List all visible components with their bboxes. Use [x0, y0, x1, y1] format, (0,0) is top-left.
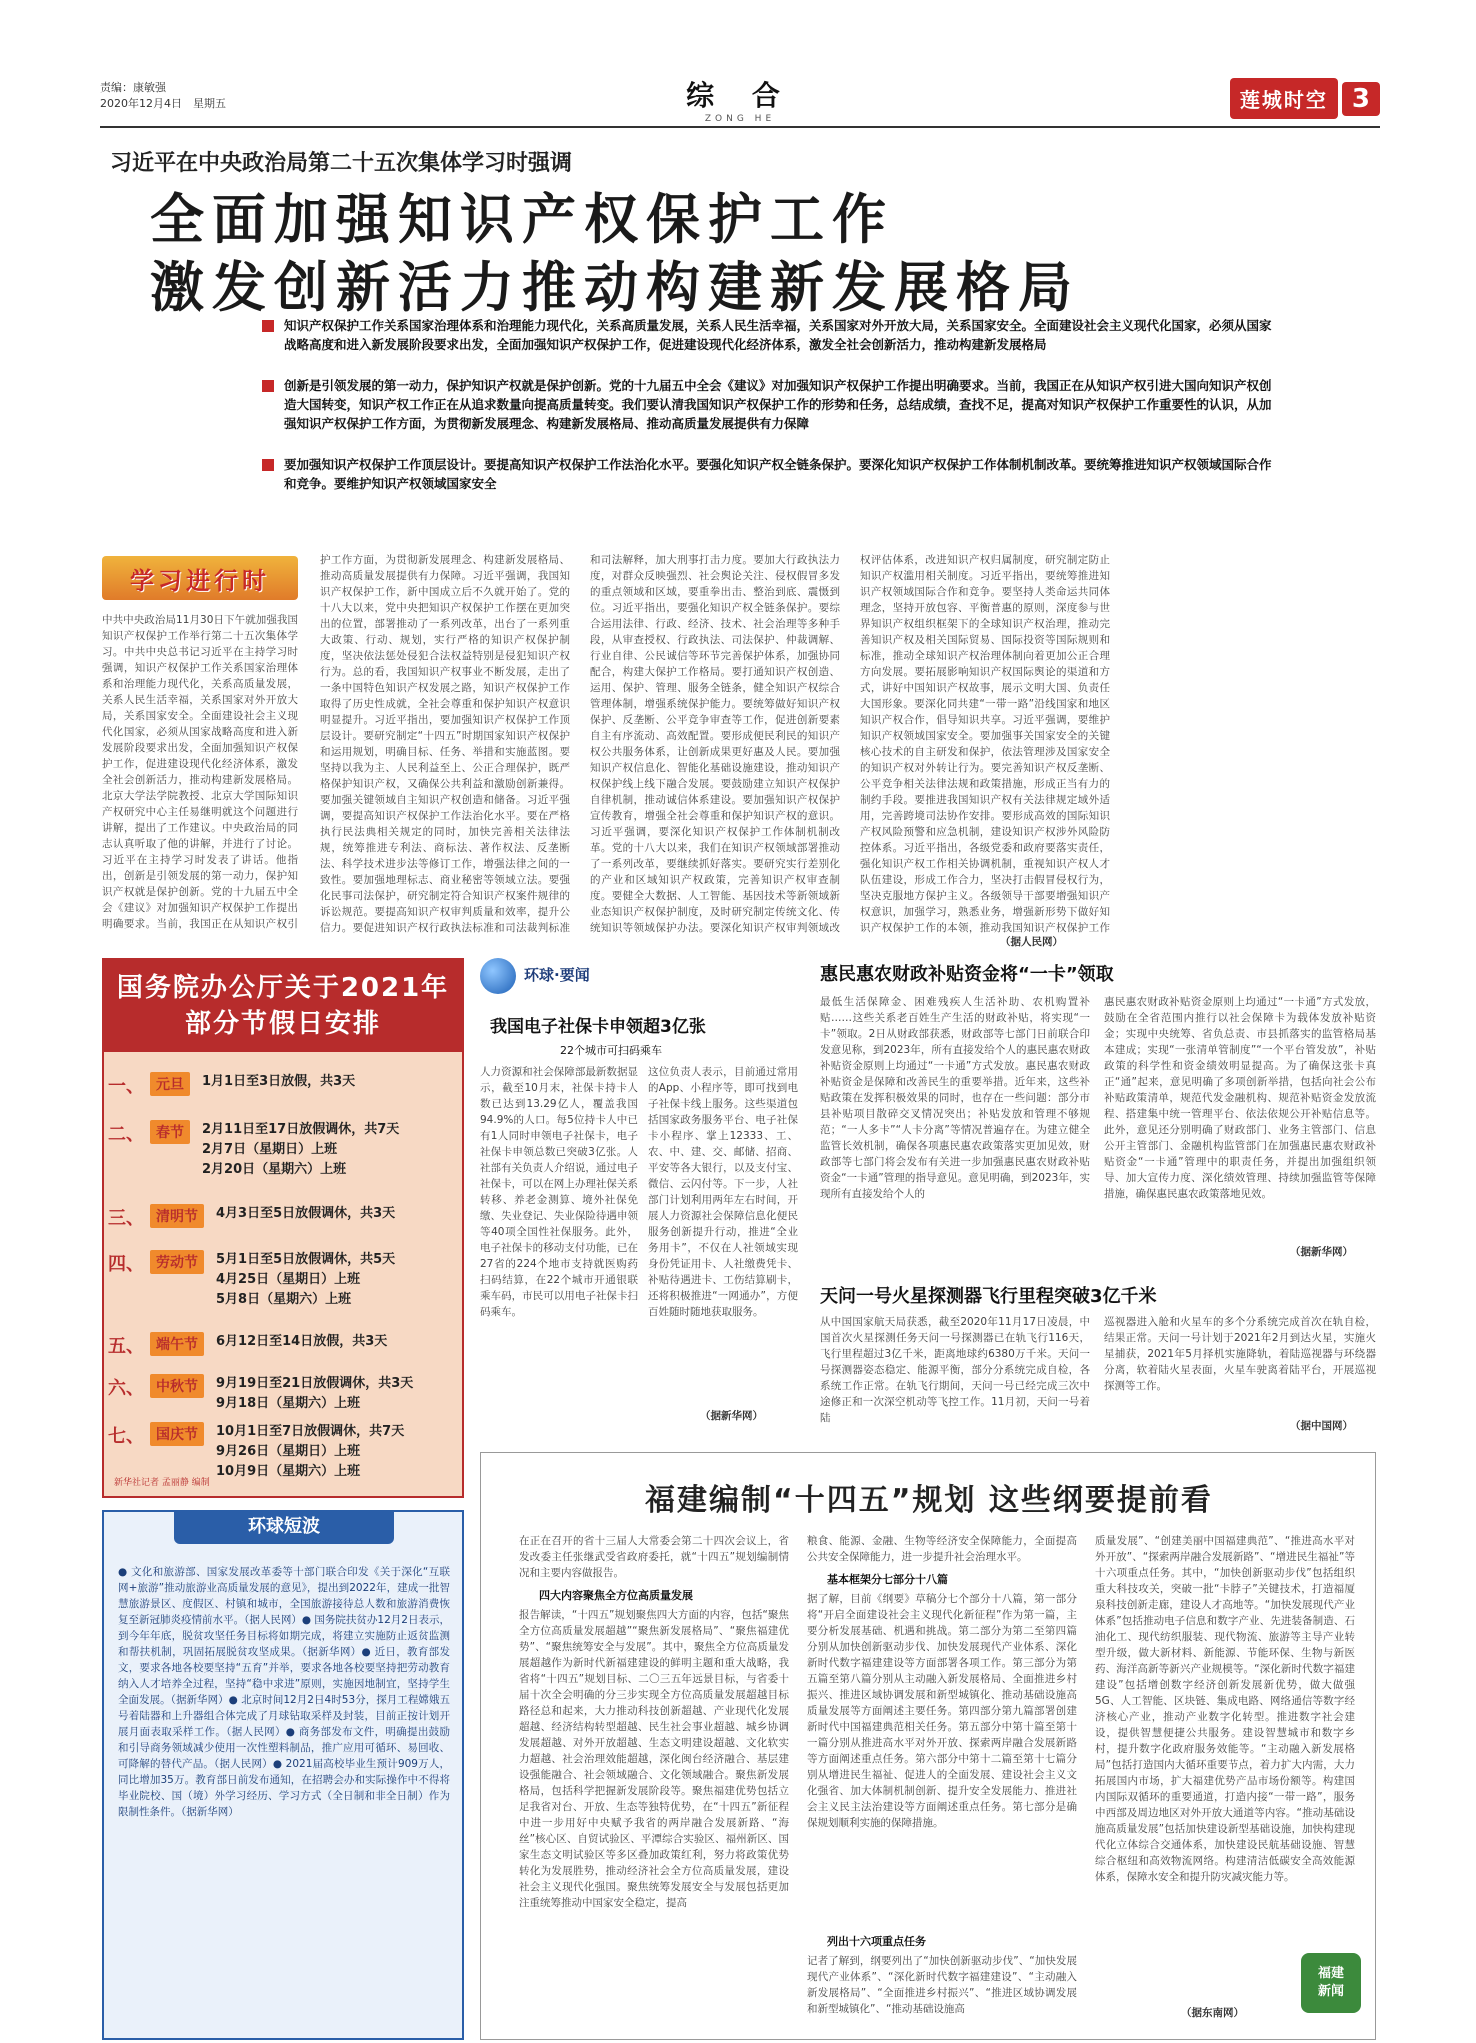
holiday-title-line-2: 部分节假日安排: [184, 1009, 381, 1039]
fujian-subhead-2: 基本框架分七部分十八篇: [827, 1573, 948, 1586]
lead-body-col-4: 权评估体系，改进知识产权归属制度，研究制定防止知识产权滥用相关制度。习近平指出，要统筹推进知识产权领域国际合作和竞争。要坚持人类命运共同体理念，坚持开放包容、平衡普惠的原则，深度参与世界知识产权组织框架下的全球知识产权治理，推动完善知识产权及相关国际贸易、国际投资等国际规则和标准，推动全球知识产权治理体制向着更加公正合理方向发展。要拓展影响知识产权国际舆论的渠道和方式，讲好中国知识产权故事，展示文明大国、负责任大国形象。要深化同共建“一带一路”沿线国家和地区知识产权合作，倡导知识共享。习近平强调，要维护知识产权领域国家安全。要加强事关国家安全的关键核心技术的自主研发和保护，依法管理涉及国家安全的知识产权对外转让行为。要完善知识产权反垄断、公平竞争相关法律法规和政策措施，形成正当有力的制约手段。要推进我国知识产权有关法律规定域外适用，完善跨境司法协作安排。要形成高效的国际知识产权风险预警和应急机制，建设知识产权涉外风险防控体系。习近平指出，各级党委和政府要落实责任，强化知识产权工作相关协调机制，重视知识产权人才队伍建设，形成工作合力，坚决打击假冒侵权行为，坚决克服地方保护主义。各级领导干部要增强知识产权意识，加强学习，熟悉业务，增强新形势下做好知识产权保护工作的本领，推动我国知识产权保护工作: [860, 554, 1110, 934]
holiday-desc-line: 5月1日至5日放假调休，共5天: [216, 1252, 396, 1267]
holiday-desc-line: 5月8日（星期六）上班: [216, 1292, 352, 1307]
fujian-col-3: 质量发展”、“创建美丽中国福建典范”、“推进高水平对外开放”、“探索两岸融合发展新路”、“增进民生福祉”等十六项重点任务。其中，“加快创新驱动步伐”包括组织重大科技攻关，突破一批“卡脖子”关键技术，打造福厦泉科技创新走廊，建设人才高地等。“加快发展现代产业体系”包括推动电子信息和数字产业、先进装备制造、石油化工、现代纺织服装、现代物流、旅游等主导产业转型升级，做大新材料、新能源、节能环保、生物与新医药、海洋高新等新兴产业规模等。“深化新时代数字福建建设”包括增创数字经济创新发展新优势，做大做强5G、人工智能、区块链、集成电路、网络通信等数字经济核心产业，推动产业数字化转型。推进数字社会建设，提供智慧便捷公共服务。建设智慧城市和数字乡村，提升数字化政府服务效能等。“主动融入新发展格局”包括打造国内大循环重要节点，着力扩大内需，大力拓展国内市场，扩大福建优势产品市场份额等。构建国内国际双循环的重要通道，打造内接“一带一路”，服务中西部及周边地区对外开放大通道等内容。“推动基础设施高质量发展”包括加快建设新型基础设施，加快构建现代化立体综合交通体系，加快建设民航基础设施、智慧综合枢纽和高效物流网络。构建清洁低碳安全高效能源体系，保障水安全和提升防灾减灾能力等。: [1095, 1535, 1355, 1883]
holiday-number: 六、: [108, 1378, 144, 1399]
fujian-col-1: 报告解读，“十四五”规划聚焦四大方面的内容，包括“聚焦全方位高质量发展超越”“聚焦新发展格局”、“聚焦福建优势”、“聚焦统筹安全与发展”。其中，聚焦全方位高质量发展超越作为新时代新福建建设的鲜明主题和重大战略，我省将“十四五”规划目标、二〇三五年远景目标，与省委十届十次全会明确的分三步实现全方位高质量发展超越目标路径总和起来，大力推动科技创新超越、产业现代化发展超越、经济结构转型超越、民生社会事业超越、城乡协调发展超越、对外开放超越、生态文明建设超越、文化软实力超越、社会治理效能超越，深化闽台经济融合、基层建设强能融合、社会领域融合、文化领域融合。聚焦新发展格局，包括科学把握新发展阶段等。聚焦福建优势包括立足我省对台、开放、生态等独特优势，在“十四五”新征程中进一步用好中央赋予我省的两岸融合发展新路、“海丝”核心区、自贸试验区、平潭综合实验区、福州新区、国家生态文明试验区等多区叠加政策红利，努力将政策优势转化为发展胜势，推动经济社会全方位高质量发展，建设社会主义现代化强国。聚焦统筹发展安全与发展包括更加注重统筹推动中国家安全稳定，提高: [519, 1609, 789, 1909]
holiday-row: [104, 1422, 462, 1482]
lead-kicker: 习近平在中央政治局第二十五次集体学习时强调: [110, 151, 573, 176]
holiday-desc: [202, 1072, 355, 1098]
headline-line-2: 激发创新活力推动构建新发展格局: [150, 256, 1080, 319]
holiday-number: 一、: [108, 1076, 144, 1097]
holiday-number: 二、: [108, 1124, 144, 1145]
holiday-desc: [216, 1204, 395, 1230]
holiday-desc-line: 9月18日（星期六）上班: [216, 1396, 361, 1411]
holiday-name: 春节: [150, 1120, 190, 1144]
holiday-name: 清明节: [150, 1204, 204, 1228]
holiday-desc-line: 4月25日（星期日）上班: [216, 1272, 361, 1287]
lead-body-col-1: 中共中央政治局11月30日下午就加强我国知识产权保护工作举行第二十五次集体学习。中共中央总书记习近平在主持学习时强调，知识产权保护工作关系国家治理体系和治理能力现代化，关系高质量发展，关系人民生活幸福，关系国家对外开放大局，关系国家安全。全面建设社会主义现代化国家，必须从国家战略高度和进入新发展阶段要求出发，全面加强知识产权保护工作，促进建设现代化经济体系，激发全社会创新活力，推动构建新发展格局。北京大学法学院教授、北京大学国际知识产权研究中心主任易继明就这个问题进行讲解，提出了工作建议。中央政治局的同志认真听取了他的讲解，并进行了讨论。习近平在主持学习时发表了讲话。他指出，创新是引领发展的第一动力，保护知识产权就是保护创新。党的十九届五中全会《建议》对加强知识产权保护工作提出明确要求。当前，我国正在从知识产权引: [102, 614, 298, 930]
holiday-number: 七、: [108, 1426, 144, 1447]
section-name: [660, 74, 820, 124]
holiday-desc-line: 9月19日至21日放假调休，共3天: [216, 1376, 414, 1391]
tianwen-col-2: 巡视器进入舱和火星车的多个分系统完成首次在轨自检，结果正常。天问一号计划于2021年2月到达火星，实施火星捕获，2021年5月择机实施降轨，着陆巡视器与环绕器分离，软着陆火星表面，火星车驶离着陆平台，开展巡视探测等工作。: [1104, 1316, 1376, 1392]
global-news-tag: 环球·要闻: [524, 966, 590, 984]
fujian-title: 福建编制“十四五”规划 这些纲要提前看: [645, 1483, 1213, 1518]
fujian-col-2-body: 据了解，目前《纲要》草稿分七个部分十八篇，第一部分将“开启全面建设社会主义现代化新征程”作为第一篇，主要分析发展基础、机遇和挑战。第二部分为第二至第四篇分别从加快创新驱动步伐、加快发展现代产业体系、深化新时代数字福建建设等方面部署各项工作。第三部分为第五篇至第八篇分别从主动融入新发展格局、全面推进乡村振兴、推进区域协调发展和新型城镇化、推动基础设施高质量发展等方面阐述主要任务。第四部分第九篇部署创建新时代中国福建典范相关任务。第五部分中第十篇至第十一篇分别从推进高水平对外开放、探索两岸融合发展新路等方面阐述重点任务。第六部分中第十二篇至第十七篇分别从增进民生福祉、促进人的全面发展、建设社会主义文化强省、加大体制机制创新、提升安全发展能力、推进社会主义民主法治建设等方面阐述重点任务。第七部分是确保规划顺利实施的保障措施。: [807, 1593, 1077, 1829]
holiday-desc: [202, 1120, 399, 1180]
subsidy-source: （据新华网）: [1290, 1246, 1353, 1258]
fujian-article: [480, 1452, 1376, 2040]
brand-logo: 莲城时空: [1230, 78, 1338, 119]
social-card-subtitle: 22个城市可扫码乘车: [560, 1044, 662, 1057]
briefs-text: ● 文化和旅游部、国家发展改革委等十部门联合印发《关于深化“互联网+旅游”推动旅游业高质量发展的意见》，提出到2022年，建成一批智慧旅游景区、度假区、村镇和城市，全国旅游接待总人数和旅游消费恢复至新冠肺炎疫情前水平。（据人民网）● 国务院扶贫办12月2日表示，到今年年底，脱贫攻坚任务目标将如期完成，将建立实施防止返贫监测和帮扶机制，巩固拓展脱贫攻坚成果。（据新华网）● 近日，教育部发文，要求各地各校要坚持“五育”并举，要求各地各校要坚持把劳动教育纳入人才培养全过程，坚持“稳中求进”原则，实施因地制宜，坚持学生全面发展。（据新华网）● 北京时间12月2日4时53分，探月工程嫦娥五号着陆器和上升器组合体完成了月球钻取采样及封装，目前正按计划开展月面表取采样工作。（据人民网）● 商务部发布文件，明确提出鼓励和引导商务领域减少使用一次性塑料制品，推广应用可循环、易回收、可降解的替代产品。（据人民网）● 2021届高校毕业生预计909万人，同比增加35万。教育部日前发布通知，在招聘会办和实际操作中不得将毕业院校、国（境）外学习经历、学习方式（全日制和非全日制）作为限制性条件。（据新华网）: [118, 1566, 450, 1818]
masthead-meta: [100, 80, 226, 112]
subsidy-col-1: 最低生活保障金、困难残疾人生活补助、农机购置补贴……这些关系老百姓生产生活的财政补贴，将实现“一卡”领取。2日从财政部获悉，财政部等七部门日前联合印发意见称，到2023年，所有直接发给个人的惠民惠农财政补贴资金原则上均通过“一卡通”方式发放。惠民惠农财政补贴资金是保障和改善民生的重要举措。近年来，这些补贴政策在发挥积极效果的同时，也存在一些问题：部分市县补贴项目散碎交叉情况突出；补贴发放和管理不够规范；“一人多卡”“人卡分离”等情况普遍存在。为建立健全监管长效机制，确保各项惠民惠农政策落实更加见效，财政部等七部门将会发布有关进一步加强惠民惠农财政补贴资金“一卡通”管理的指导意见。意见明确，到2023年，实现所有直接发给个人的: [820, 996, 1090, 1200]
holiday-name: 国庆节: [150, 1422, 204, 1446]
study-banner: [102, 556, 298, 600]
fujian-col-2-tail: 记者了解到，纲要列出了“加快创新驱动步伐”、“加快发展现代产业体系”、“深化新时代数字福建建设”、“主动融入新发展格局”、“全面推进乡村振兴”、“推进区域协调发展和新型城镇化”、“推动基础设施高: [807, 1955, 1077, 2015]
subsidy-col-2: 惠民惠农财政补贴资金原则上均通过“一卡通”方式发放，鼓励在全省范围内推行以社会保障卡为载体发放补贴资金；实现中央统筹、省负总责、市县抓落实的监管格局基本建成；实现“一张清单管制度”“一个平台管发放”，补贴政策的科学性和资金绩效明显提高。为了确保这张卡真正“通”起来，意见明确了多项创新举措，包括向社会公布补贴政策清单，规范代发金融机构、规范补贴资金发放流程、搭建集中统一管理平台、依法依规公开补贴信息等。此外，意见还分别明确了财政部门、业务主管部门、信息公开主管部门、金融机构监管部门在加强惠民惠农财政补贴资金“一卡通”管理中的职责任务，并提出加强组织领导、加大宣传力度、深化绩效管理、持续加强监管等保障措施，确保惠民惠农政策落地见效。: [1104, 996, 1376, 1200]
section-name-pinyin: ZONG HE: [704, 114, 776, 124]
holiday-row: [104, 1332, 462, 1358]
holiday-name: 端午节: [150, 1332, 204, 1356]
social-card-source: （据新华网）: [700, 1410, 763, 1422]
holiday-desc-line: 10月9日（星期六）上班: [216, 1464, 361, 1479]
lead-summary: [262, 316, 1272, 515]
holiday-desc-line: 9月26日（星期日）上班: [216, 1444, 361, 1459]
fujian-subhead-1: 四大内容聚焦全方位高质量发展: [539, 1589, 693, 1602]
holiday-credit: 新华社记者 孟丽静 编制: [114, 1478, 210, 1488]
holiday-number: 四、: [108, 1254, 144, 1275]
holiday-desc-line: 1月1日至3日放假，共3天: [202, 1074, 356, 1089]
holiday-desc-line: 2月20日（星期六）上班: [202, 1162, 347, 1177]
lead-body-col-3: 和司法解释，加大刑事打击力度。要加大行政执法力度，对群众反映强烈、社会舆论关注、侵权假冒多发的重点领域和区域，要重拳出击、整治到底、震慑到位。习近平指出，要强化知识产权全链条保护。要综合运用法律、行政、经济、技术、社会治理等多种手段，从审查授权、行政执法、司法保护、仲裁调解、行业自律、公民诚信等环节完善保护体系，加强协同配合，构建大保护工作格局。要打通知识产权创造、运用、保护、管理、服务全链条，健全知识产权综合管理体制，增强系统保护能力。要统筹做好知识产权保护、反垄断、公平竞争审查等工作，促进创新要素自主有序流动、高效配置。要形成便民利民的知识产权公共服务体系，让创新成果更好惠及人民。要加强知识产权信息化、智能化基础设施建设，推动知识产权保护线上线下融合发展。要鼓励建立知识产权保护自律机制，推动诚信体系建设。要加强知识产权保护宣传教育，增强全社会尊重和保护知识产权的意识。习近平强调，要深化知识产权保护工作体制机制改革。党的十八大以来，我们在知识产权领域部署推动了一系列改革，要继续抓好落实。要研究实行差别化的产业和区域知识产权政策，完善知识产权审查制度。要健全大数据、人工智能、基因技术等新领域新业态知识产权保护制度，及时研究制定传统文化、传统知识等领域保护办法。要深化知识产权审判领域改: [590, 554, 840, 934]
masthead: [100, 72, 1380, 124]
fujian-news-badge: [1301, 1953, 1361, 2013]
global-briefs: [102, 1510, 464, 2040]
subsidy-title: 惠民惠农财政补贴资金将“一卡”领取: [820, 964, 1114, 985]
holiday-row: [104, 1204, 462, 1230]
holiday-desc-line: 10月1日至7日放假调休，共7天: [216, 1424, 405, 1439]
headline-line-1: 全面加强知识产权保护工作: [150, 188, 894, 251]
holiday-name: 中秋节: [150, 1374, 204, 1398]
holiday-desc: [216, 1374, 413, 1414]
fujian-subhead-3: 列出十六项重点任务: [827, 1935, 926, 1948]
fujian-col-2-intro: 粮食、能源、金融、生物等经济安全保障能力，全面提高公共安全保障能力，进一步提升社会治理水平。: [807, 1535, 1077, 1563]
tianwen-col-1: 从中国国家航天局获悉，截至2020年11月17日凌晨，中国首次火星探测任务天问一号探测器已在轨飞行116天，飞行里程超过3亿千米，距离地球约6380万千米。天问一号探测器姿态稳定、能源平衡，部分分系统完成自检，各系统工作正常。在轨飞行期间，天问一号已经完成三次中途修正和一次深空机动等飞控工作。11月初，天问一号着陆: [820, 1316, 1090, 1424]
tianwen-source: （据中国网）: [1290, 1420, 1353, 1432]
holiday-desc-line: 4月3日至5日放假调休，共3天: [216, 1206, 396, 1221]
fujian-intro: 在正在召开的省十三届人大常委会第二十四次会议上，省发改委主任张继武受省政府委托，就“十四五”规划编制情况和主要内容做报告。: [519, 1535, 789, 1579]
holiday-number: 五、: [108, 1336, 144, 1357]
briefs-title: 环球短波: [174, 1510, 394, 1544]
globe-icon: [480, 958, 516, 994]
page-number: 3: [1342, 82, 1380, 116]
holiday-title: [104, 960, 462, 1052]
summary-point-3: 要加强知识产权保护工作顶层设计。要提高知识产权保护工作法治化水平。要强化知识产权全链条保护。要深化知识产权保护工作体制机制改革。要统筹推进知识产权领域国际合作和竞争。要维护知识产权领域国家安全: [262, 455, 1272, 493]
section-name-zh: 综 合: [686, 79, 794, 112]
social-card-col-1: 人力资源和社会保障部最新数据显示，截至10月末，社保卡持卡人数已达到13.29亿人，覆盖我国94.9%的人口。每5位持卡人中已有1人同时申领电子社保卡，电子社保卡申领总数已突破3亿张。人社部有关负责人介绍说，通过电子社保卡，可以在网上办理社保关系转移、养老金测算、境外社保免缴、失业登记、失业保险待遇申领等40项全国性社保服务。此外，电子社保卡的移动支付功能，已在27省的224个地市支持就医购药扫码结算，在22个城市开通银联乘车码，市民可以用电子社保卡扫码乘车。: [480, 1066, 638, 1318]
holiday-row: [104, 1250, 462, 1310]
lead-source: （据人民网）: [1000, 936, 1063, 948]
fujian-source: （据东南网）: [1181, 2007, 1244, 2019]
holiday-desc: [216, 1250, 395, 1310]
holiday-desc-line: 2月11日至17日放假调休，共7天: [202, 1122, 400, 1137]
badge-line-1: 福建: [1317, 1966, 1344, 1981]
study-banner-label: 学习进行时: [130, 566, 270, 595]
holiday-desc-line: 2月7日（星期日）上班: [202, 1142, 338, 1157]
summary-point-1: 知识产权保护工作关系国家治理体系和治理能力现代化，关系高质量发展，关系人民生活幸福，关系国家对外开放大局，关系国家安全。全面建设社会主义现代化国家，必须从国家战略高度和进入新发展阶段要求出发，全面加强知识产权保护工作，促进建设现代化经济体系，激发全社会创新活力，推动构建新发展格局: [262, 316, 1272, 354]
holiday-desc: [216, 1422, 404, 1482]
holiday-schedule: [102, 958, 464, 1498]
tianwen-title: 天问一号火星探测器飞行里程突破3亿千米: [820, 1286, 1157, 1307]
date-line: 2020年12月4日 星期五: [100, 97, 226, 110]
holiday-title-line-1: 国务院办公厅关于2021年: [116, 973, 450, 1003]
holiday-desc: [216, 1332, 387, 1358]
holiday-number: 三、: [108, 1208, 144, 1229]
holiday-row: [104, 1072, 462, 1098]
lead-headline: [150, 186, 1330, 322]
social-card-title: 我国电子社保卡申领超3亿张: [490, 1017, 706, 1037]
holiday-name: 元旦: [150, 1072, 190, 1096]
holiday-name: 劳动节: [150, 1250, 204, 1274]
masthead-brand: [1230, 78, 1380, 119]
holiday-desc-line: 6月12日至14日放假，共3天: [216, 1334, 388, 1349]
holiday-row: [104, 1120, 462, 1180]
lead-body-col-2: 护工作方面，为贯彻新发展理念、构建新发展格局、推动高质量发展提供有力保障。习近平强调，我国知识产权保护工作，新中国成立后不久就开始了。党的十八大以来，党中央把知识产权保护工作摆在更加突出的位置，部署推动了一系列改革，出台了一系列重大政策、行动、规划，实行严格的知识产权保护制度，坚决依法惩处侵犯合法权益特别是侵犯知识产权行为。总的看，我国知识产权事业不断发展，走出了一条中国特色知识产权发展之路，知识产权保护工作取得了历史性成就，全社会尊重和保护知识产权意识明显提升。习近平指出，要加强知识产权保护工作顶层设计。要研究制定“十四五”时期国家知识产权保护和运用规划，明确目标、任务、举措和实施蓝图。要坚持以我为主、人民利益至上、公正合理保护，既严格保护知识产权，又确保公共利益和激励创新兼得。要加强关键领域自主知识产权创造和储备。习近平强调，要提高知识产权保护工作法治化水平。要在严格执行民法典相关规定的同时，加快完善相关法律法规，统筹推进专利法、商标法、著作权法、反垄断法、科学技术进步法等修订工作，增强法律之间的一致性。要加强地理标志、商业秘密等领域立法。要强化民事司法保护，研究制定符合知识产权案件规律的诉讼规范。要提高知识产权审判质量和效率，提升公信力。要促进知识产权行政执法标准和司法裁判标准: [320, 554, 570, 934]
masthead-divider: [100, 126, 1380, 128]
editor-line: 责编：康敏强: [100, 81, 166, 94]
summary-point-2: 创新是引领发展的第一动力，保护知识产权就是保护创新。党的十九届五中全会《建议》对加强知识产权保护工作提出明确要求。当前，我国正在从知识产权引进大国向知识产权创造大国转变，知识产权工作正在从追求数量向提高质量转变。我们要认清我国知识产权保护工作的形势和任务，总结成绩，查找不足，提高对知识产权保护工作重要性的认识，从加强知识产权保护工作方面，为贯彻新发展理念、构建新发展格局、推动高质量发展提供有力保障: [262, 376, 1272, 433]
badge-line-2: 新闻: [1317, 1984, 1344, 1999]
holiday-row: [104, 1374, 462, 1414]
social-card-col-2: 这位负责人表示，目前通过常用的App、小程序等，即可找到电子社保卡线上服务。这些渠道包括国家政务服务平台、电子社保卡小程序、掌上12333、工、农、中、建、交、邮储、招商、平安等各大银行，以及支付宝、微信、云闪付等。下一步，人社部门计划利用两年左右时间，开展人力资源社会保障信息化便民服务创新提升行动，推进“全业务用卡”，不仅在人社领域实现身份凭证用卡、人社缴费凭卡、补贴待遇进卡、工伤结算刷卡，还将积极推进“一网通办”，方便百姓随时随地获取服务。: [648, 1066, 798, 1318]
